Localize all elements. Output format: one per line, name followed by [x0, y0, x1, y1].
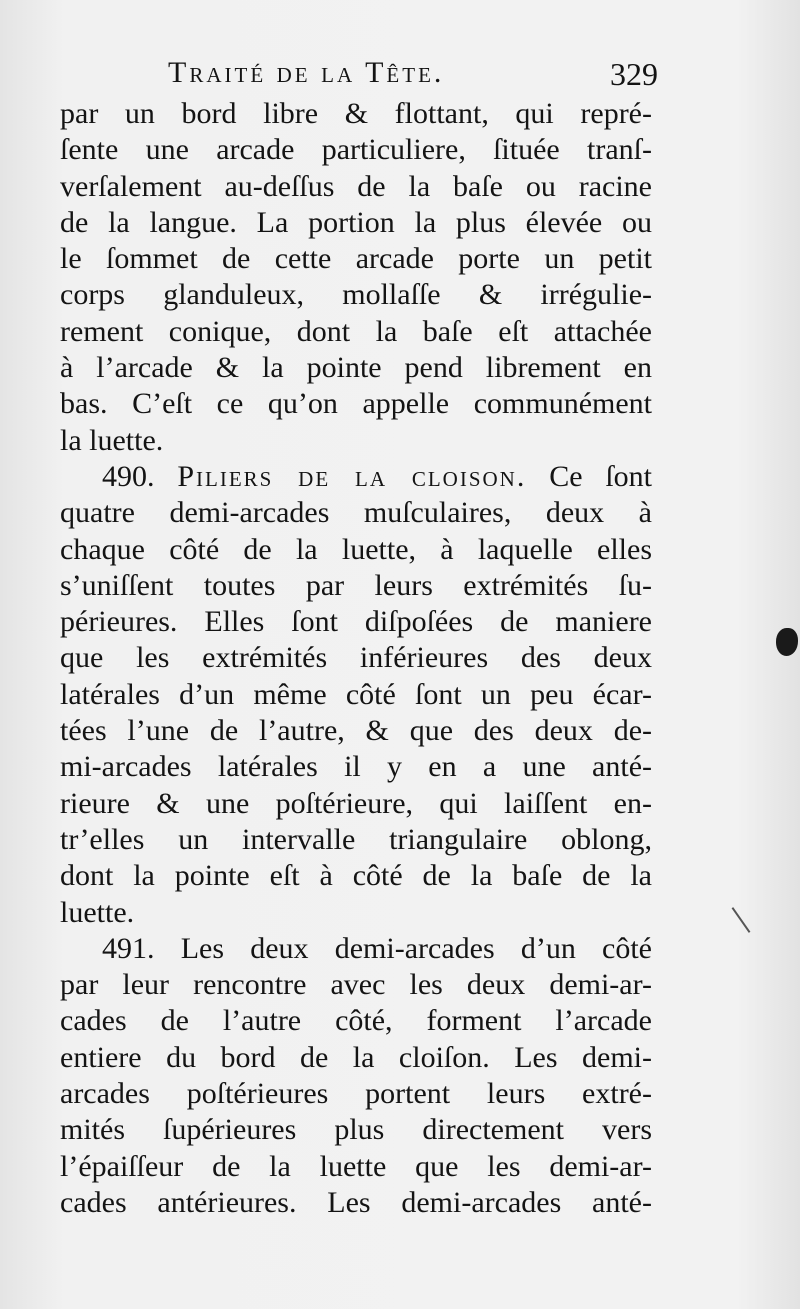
text-line: bas. C’eſt ce qu’on appelle communément: [60, 387, 652, 421]
text-line: mi-arcades latérales il y en a une anté-: [60, 750, 652, 784]
section-490-heading-line: [60, 459, 652, 495]
text-line: cades antérieures. Les demi-arcades anté-: [60, 1185, 652, 1219]
text-line: rement conique, dont la baſe eſt attachée: [60, 314, 652, 348]
section-heading: Piliers de la cloison.: [177, 459, 527, 493]
text-line: à l’arcade & la pointe pend librement en: [60, 351, 652, 385]
text-line: arcades poſtérieures portent leurs extré-: [60, 1077, 652, 1111]
paper-mark: [732, 907, 751, 933]
text-line: cades de l’autre côté, forment l’arcade: [60, 1004, 652, 1038]
text-line: chaque côté de la luette, à laquelle elles: [60, 532, 652, 566]
text-line: mités ſupérieures plus directement vers: [60, 1113, 652, 1147]
text-line: corps glanduleux, mollaſſe & irrégulie-: [60, 278, 652, 312]
text-line: quatre demi-arcades muſculaires, deux à: [60, 496, 652, 530]
text-line: entiere du bord de la cloiſon. Les demi-: [60, 1040, 652, 1074]
running-head: [168, 56, 658, 96]
text-line: tr’elles un intervalle triangulaire oblong,: [60, 822, 652, 856]
text-line: s’uniſſent toutes par leurs extrémités ſu-: [60, 568, 652, 602]
text-line: par leur rencontre avec les deux demi-ar-: [60, 968, 652, 1002]
text-line: ſente une arcade particuliere, ſituée tranſ-: [60, 133, 652, 167]
section-number: 490.: [102, 459, 155, 493]
text-line: dont la pointe eſt à côté de la baſe de la: [60, 859, 652, 893]
body-text: [60, 96, 652, 1221]
text-line: périeures. Elles ſont diſpoſées de maniere: [60, 605, 652, 639]
text-line: le ſommet de cette arcade porte un petit: [60, 242, 652, 276]
text-line: tées l’une de l’autre, & que des deux de-: [60, 714, 652, 748]
text-line: de la langue. La portion la plus élevée ou: [60, 205, 652, 239]
text-line: par un bord libre & flottant, qui repré-: [60, 97, 652, 130]
text-line: l’épaiſſeur de la luette que les demi-ar-: [60, 1149, 652, 1183]
section-491-first-line: 491. Les deux demi-arcades d’un côté: [102, 931, 652, 965]
text-line: verſalement au-deſſus de la baſe ou racine: [60, 169, 652, 203]
text-line: rieure & une poſtérieure, qui laiſſent en-: [60, 786, 652, 820]
text-line: luette.: [60, 895, 135, 929]
page-number: 329: [610, 56, 658, 92]
text-line: que les extrémités inférieures des deux: [60, 641, 652, 675]
text-line: la luette.: [60, 423, 164, 457]
ink-blot: [776, 628, 798, 656]
running-title: Traité de la Tête.: [168, 56, 445, 89]
text-line: latérales d’un même côté ſont un peu écar-: [60, 677, 652, 711]
section-heading-rest: Ce ſont: [549, 459, 653, 493]
